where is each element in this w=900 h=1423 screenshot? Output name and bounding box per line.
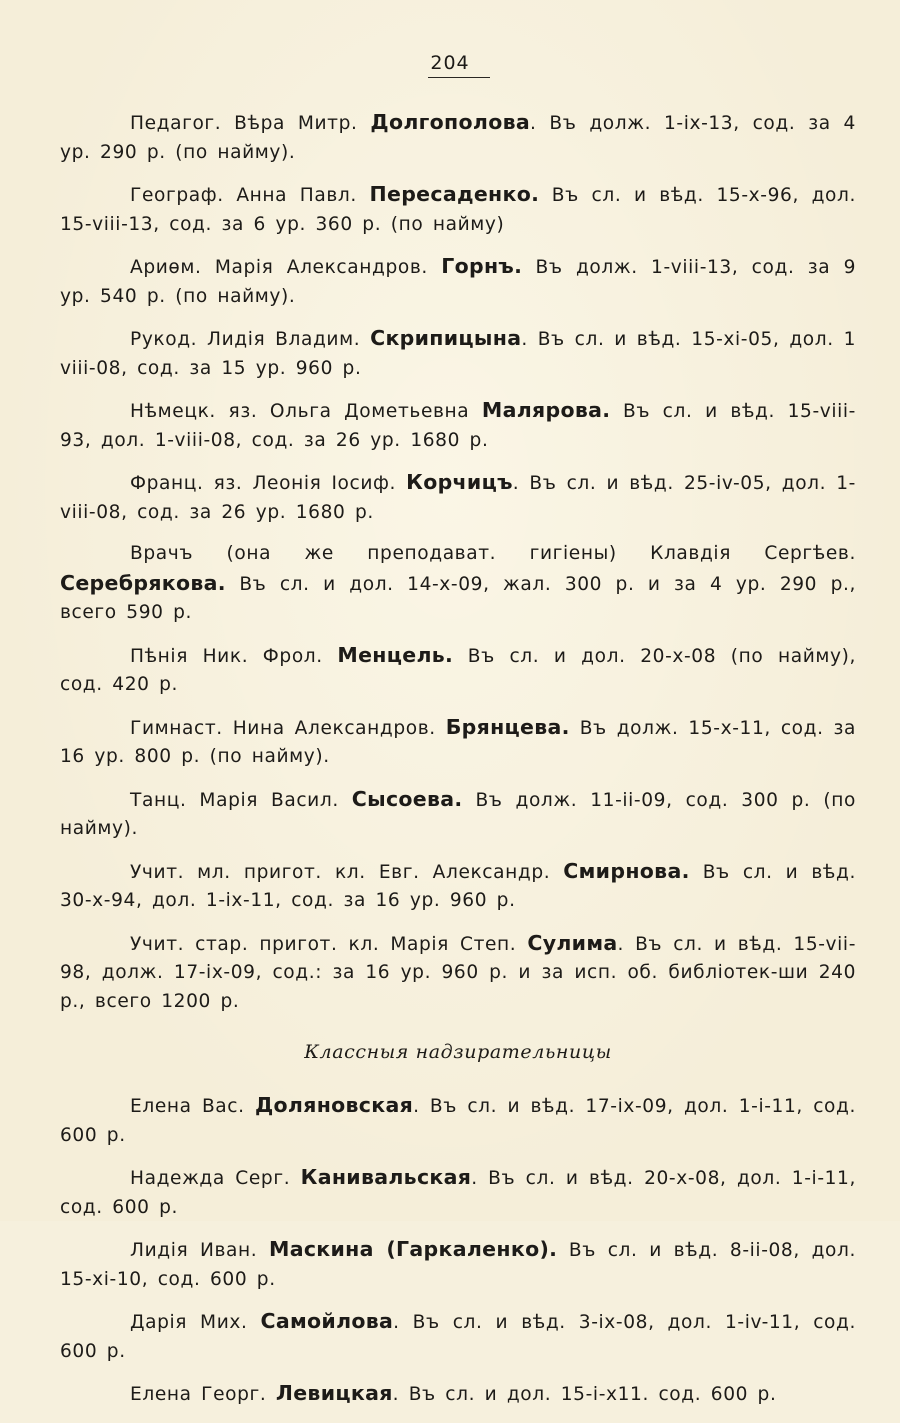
entry-prefix: Елена Вас.	[130, 1096, 255, 1117]
entry-text: Въ сл. и вѣд. 30-x-94, дол. 1-ix-11, сод. за 16 ур. 960 р.	[60, 861, 856, 911]
entry-prefix: Врачъ (она же преподават. гигіены) Клавдія Сергѣев.	[130, 543, 856, 564]
entry-surname: Канивальская	[300, 1165, 472, 1189]
staff-entry	[60, 641, 856, 700]
entry-surname: Маскина (Гаркаленко).	[269, 1237, 558, 1261]
entry-surname: Серебрякова.	[60, 570, 226, 595]
entry-surname: Сулима	[527, 930, 618, 955]
staff-entry	[60, 857, 856, 916]
staff-entry	[60, 108, 856, 167]
staff-entry	[60, 252, 856, 311]
page-content	[60, 108, 856, 1423]
entry-text: . Въ сл. и вѣд. 20-x-08, дол. 1-i-11, сод. 600 р.	[60, 1168, 856, 1218]
supervisor-entry	[60, 1163, 856, 1222]
entry-text: Въ сл. и вѣд. 15-viii-93, дол. 1-viii-08, сод. за 26 ур. 1680 р.	[60, 401, 856, 451]
entry-text: Въ сл. и вѣд. 8-ii-08, дол. 15-xi-10, сод. 600 р.	[60, 1240, 856, 1290]
entry-text: . Въ сл. и вѣд. 25-iv-05, дол. 1-viii-08, сод. за 26 ур. 1680 р.	[60, 473, 856, 523]
entry-prefix: Рукод. Лидія Владим.	[130, 329, 371, 350]
supervisor-entry	[60, 1379, 856, 1410]
entry-surname: Самойлова	[260, 1309, 394, 1333]
entry-surname: Доляновская	[254, 1093, 414, 1117]
entry-prefix: Танц. Марія Васил.	[130, 789, 352, 811]
entry-prefix: Пѣнія Ник. Фрол.	[130, 645, 338, 667]
entry-prefix: Учит. стар. пригот. кл. Марія Степ.	[130, 933, 528, 955]
entry-surname: Корчицъ	[406, 470, 513, 494]
entry-text: Въ сл. и дол. 14-x-09, жал. 300 р. и за 4 ур. 290 р., всего 590 р.	[60, 573, 856, 623]
entry-text: . Въ долж. 1-ix-13, сод. за 4 ур. 290 р. (по найму).	[60, 113, 856, 163]
page-number-underline	[428, 77, 490, 78]
entry-prefix: Франц. яз. Леонія Іосиф.	[130, 473, 407, 494]
supervisor-entry	[60, 1235, 856, 1294]
section-heading: Классныя надзирательницы	[304, 1041, 612, 1063]
entry-surname: Левицкая	[275, 1381, 393, 1405]
entry-text: Въ долж. 11-ii-09, сод. 300 р. (по найму).	[60, 789, 856, 839]
entry-surname: Горнъ.	[441, 254, 523, 278]
entry-text: . Въ сл. и вѣд. 15-vii-98, долж. 17-ix-09, сод.: за 16 ур. 960 р. и за исп. об. библіотек-ши 240 р., всего 1200 р.	[60, 933, 857, 1012]
entry-prefix: Елена Георг.	[130, 1384, 276, 1405]
entry-surname: Менцель.	[337, 642, 454, 667]
entry-prefix: Учит. мл. пригот. кл. Евг. Александр.	[130, 861, 564, 883]
entry-surname: Скрипицына	[370, 326, 522, 350]
staff-entry	[60, 929, 856, 1017]
entry-prefix: Нѣмецк. яз. Ольга Дометьевна	[130, 401, 482, 422]
supervisor-entry	[60, 1091, 856, 1150]
entry-prefix: Географ. Анна Павл.	[130, 185, 370, 206]
staff-entry	[60, 713, 856, 772]
supervisor-entry	[60, 1307, 856, 1366]
entry-surname: Пересаденко.	[369, 182, 540, 206]
staff-entry	[60, 396, 856, 455]
entry-surname: Долгополова	[370, 110, 530, 134]
entry-surname: Смирнова.	[563, 858, 690, 883]
staff-entry	[60, 324, 856, 383]
entry-surname: Брянцева.	[445, 714, 570, 739]
entry-text: . Въ сл. и вѣд. 17-ix-09, дол. 1-i-11, сод. 600 р.	[60, 1096, 857, 1146]
entry-prefix: Дарія Мих.	[130, 1312, 261, 1333]
staff-entry	[60, 180, 856, 239]
page-number: 204	[430, 52, 470, 74]
entry-text: Въ сл. и вѣд. 15-x-96, дол. 15-viii-13, сод. за 6 ур. 360 р. (по найму)	[60, 185, 856, 235]
entry-text: . Въ сл. и вѣд. 15-xi-05, дол. 1 viii-08, сод. за 15 ур. 960 р.	[60, 329, 857, 379]
entry-text: . Въ сл. и вѣд. 3-ix-08, дол. 1-iv-11, сод. 600 р.	[60, 1312, 856, 1362]
entry-text: Въ сл. и дол. 20-x-08 (по найму), сод. 420 р.	[60, 645, 856, 695]
entry-prefix: Надежда Серг.	[130, 1168, 301, 1189]
entry-prefix: Лидія Иван.	[130, 1240, 269, 1261]
entry-text: . Въ сл. и дол. 15-i-x11. сод. 600 р.	[392, 1384, 777, 1405]
entry-prefix: Гимнаст. Нина Александров.	[130, 717, 446, 739]
entry-surname: Малярова.	[481, 398, 611, 422]
staff-entry	[60, 540, 856, 628]
entry-prefix: Педагог. Вѣра Митр.	[130, 113, 371, 134]
entry-prefix: Ариѳм. Марія Александров.	[130, 257, 442, 278]
entry-text: Въ долж. 15-x-11, сод. за 16 ур. 800 р. (по найму).	[60, 717, 856, 767]
staff-entry	[60, 785, 856, 844]
entry-text: Въ долж. 1-viii-13, сод. за 9 ур. 540 р. (по найму).	[60, 257, 857, 307]
staff-entry	[60, 468, 856, 527]
entry-surname: Сысоева.	[351, 786, 463, 811]
